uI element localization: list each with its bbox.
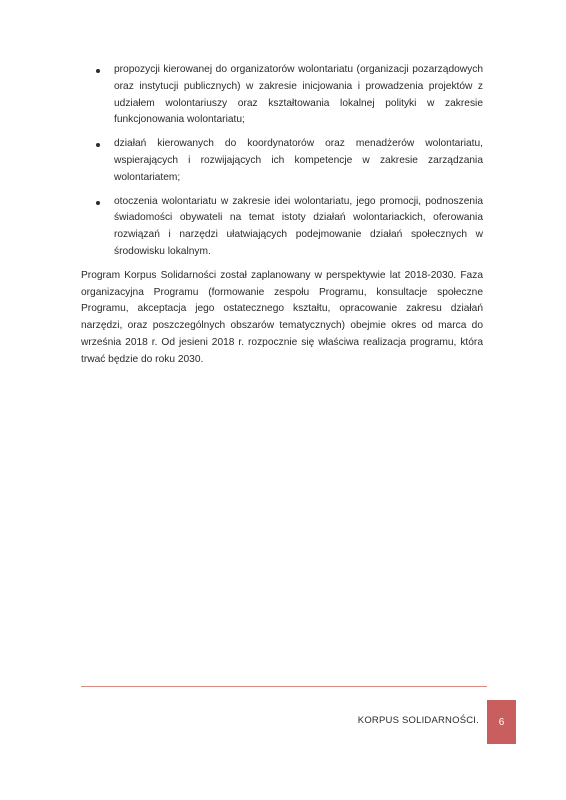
bullet-list — [81, 62, 483, 261]
bullet-dot-icon — [96, 143, 100, 147]
bullet-text-1: propozycji kierowanej do organizatorów wolontariatu (organizacji pozarządowych oraz instytucji publicznych) w zakresie inicjowania i prowadzenia projektów z udziałem wolontariuszy oraz kształtowania lokalnej polityki w zakresie funkcjonowania wolontariatu; — [114, 64, 483, 126]
bullet-dot-icon — [96, 201, 100, 205]
bullet-dot-icon — [96, 69, 100, 73]
bullet-item-3 — [81, 194, 483, 261]
bullet-text-3: otoczenia wolontariatu w zakresie idei wolontariatu, jego promocji, podnoszenia świadomości obywateli na temat istoty działań wolontariackich, oferowania rozwiązań i narzędzi ułatwiających podejmowanie działań społecznych w środowisku lokalnym. — [114, 195, 483, 257]
bullet-item-1 — [81, 62, 483, 129]
page-number: 6 — [498, 716, 505, 728]
footer-title: KORPUS SOLIDARNOŚCI. — [357, 715, 479, 726]
body-paragraph: Program Korpus Solidarności został zaplanowany w perspektywie lat 2018-2030. Faza organizacyjna Programu (formowanie zespołu Programu, konsultacje społeczne Programu, akceptacja jego ostatecznego kształtu, opracowanie zakresu działań narzędzi, oraz poszczególnych obszarów tematycznych) obejmie okres od marca do września 2018 r. Od jesieni 2018 r. rozpocznie się właściwa realizacja programu, która trwać będzie do roku 2030. — [81, 269, 483, 365]
bullet-text-2: działań kierowanych do koordynatorów oraz menadżerów wolontariatu, wspierających i rozwijających ich kompetencje w zakresie zarządzania wolontariatem; — [114, 138, 483, 183]
page-number-badge — [487, 700, 516, 744]
footer-divider — [81, 686, 487, 687]
page-content — [81, 62, 483, 369]
bullet-item-2 — [81, 136, 483, 186]
